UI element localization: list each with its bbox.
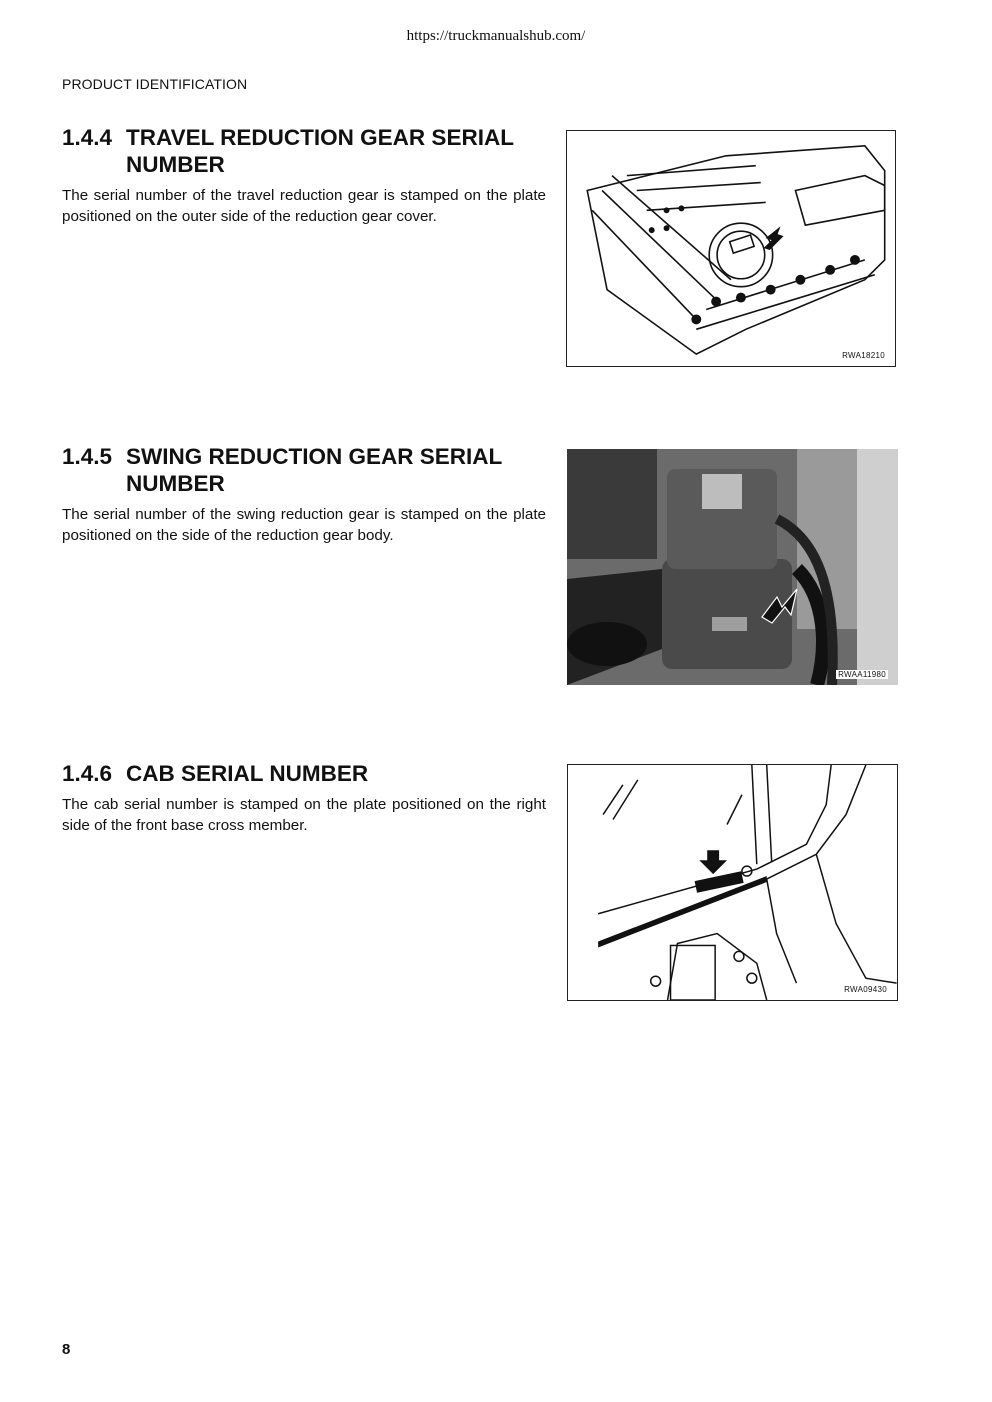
swing-reduction-gear-photo	[567, 449, 898, 685]
arrow-indicator	[699, 850, 727, 874]
section-number: 1.4.4	[62, 125, 113, 150]
section-body: The cab serial number is stamped on the plate positioned on the right side of the front base cross member.	[62, 796, 546, 834]
swing-gear-photo-drawing	[567, 449, 898, 685]
section-body: The serial number of the swing reduction gear is stamped on the plate positioned on the side of the reduction gear body.	[62, 506, 546, 544]
section-heading	[62, 443, 546, 497]
section-cab-serial-number	[62, 760, 546, 836]
travel-reduction-gear-illustration	[566, 130, 896, 367]
section-title: SWING REDUCTION GEAR SERIAL NUMBER	[126, 444, 502, 496]
section-title: TRAVEL REDUCTION GEAR SERIAL NUMBER	[126, 125, 514, 177]
running-head: PRODUCT IDENTIFICATION	[62, 76, 248, 92]
cab-drawing	[568, 765, 897, 1000]
figure-code: RWA09430	[844, 985, 887, 994]
section-body: The serial number of the travel reduction gear is stamped on the plate positioned on the outer side of the reduction gear cover.	[62, 187, 546, 225]
page-number: 8	[62, 1341, 71, 1358]
figure-code: RWA18210	[842, 351, 885, 360]
section-heading	[62, 124, 546, 178]
arrow-indicator	[764, 226, 784, 250]
section-travel-reduction-gear	[62, 124, 546, 227]
track-drawing	[567, 131, 895, 366]
section-heading	[62, 760, 546, 787]
cab-serial-plate-illustration	[567, 764, 898, 1001]
figure-code: RWAA11980	[838, 670, 886, 679]
source-url[interactable]: https://truckmanualshub.com/	[406, 28, 586, 44]
section-number: 1.4.5	[62, 444, 113, 469]
section-title: CAB SERIAL NUMBER	[126, 761, 369, 786]
section-swing-reduction-gear	[62, 443, 546, 546]
section-number: 1.4.6	[62, 761, 113, 786]
